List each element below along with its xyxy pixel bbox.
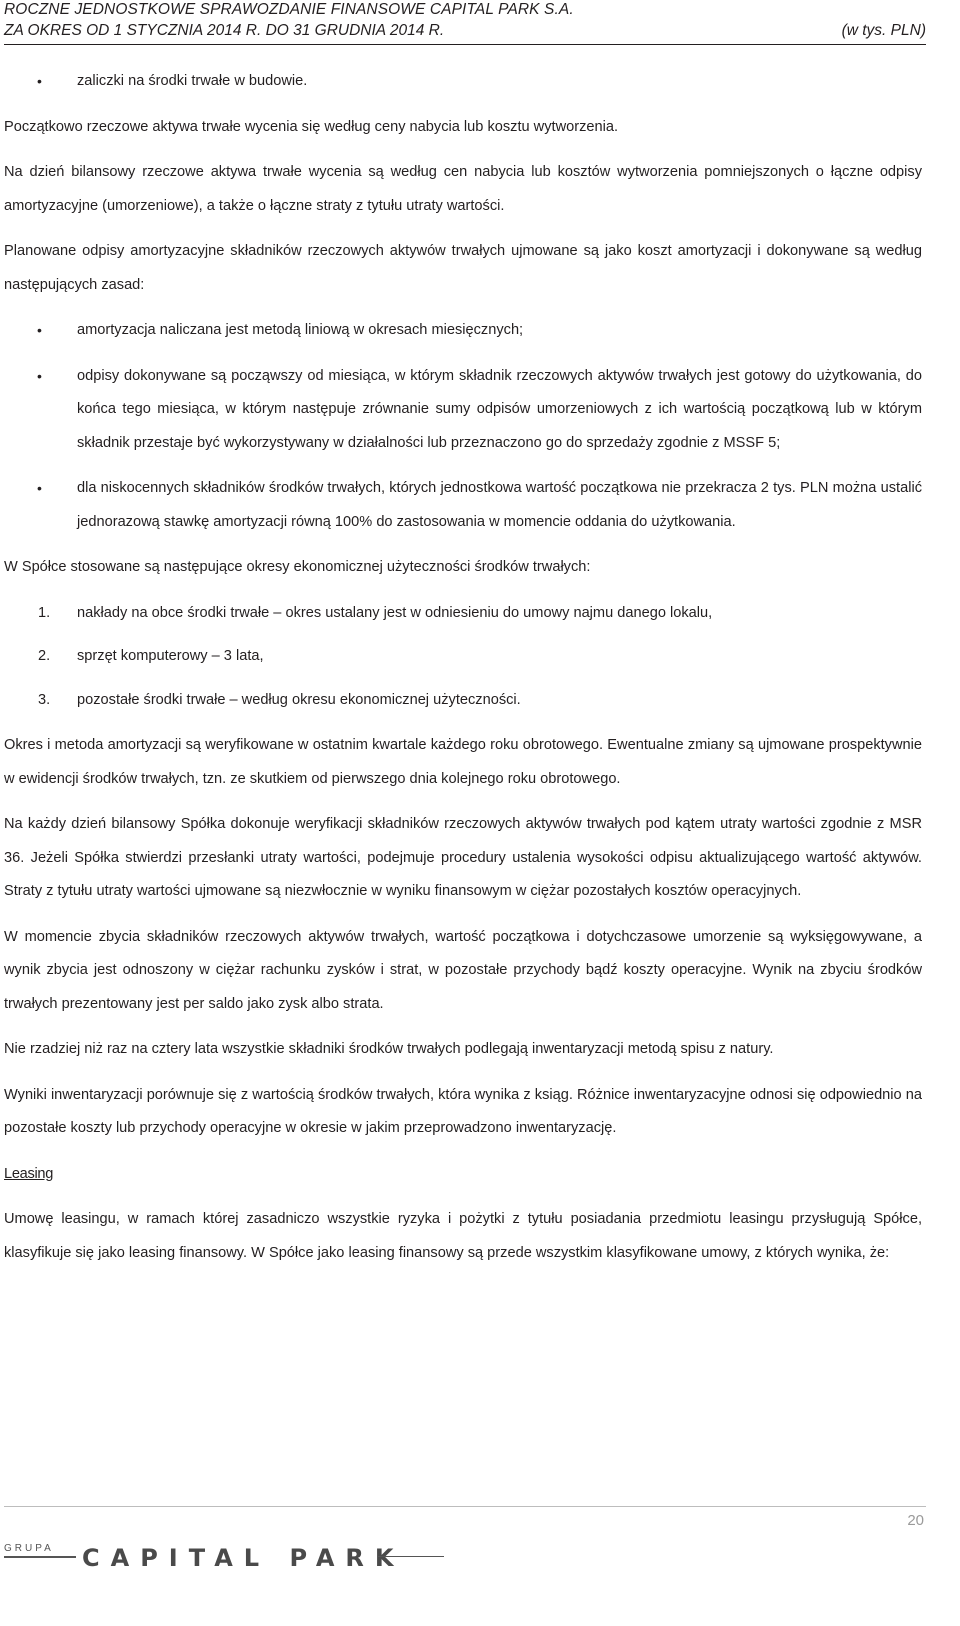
list-item: • zaliczki na środki trwałe w budowie. xyxy=(4,65,922,99)
list-item: 2. sprzęt komputerowy – 3 lata, xyxy=(38,648,264,664)
bullet-list-depreciation xyxy=(4,314,922,539)
paragraph: Wyniki inwentaryzacji porównuje się z wartością środków trwałych, która wynika z ksiąg. Różnice inwentaryzacyjne odnosi się odpowiednio na pozostałe koszty lub przychody operacyjne w okresie w jakim przeprowadzono inwentaryzację. xyxy=(4,1086,922,1136)
page-header xyxy=(4,0,926,45)
paragraph: W momencie zbycia składników rzeczowych aktywów trwałych, wartość początkowa i dotychczasowe umorzenie są wyksięgowywane, a wynik zbycia jest odnoszony w ciężar rachunku zysków i strat, w pozostałe przychody bądź koszty operacyjne. Wynik na zbyciu środków trwałych prezentowany jest per saldo jako zysk albo strata. xyxy=(4,928,922,1012)
paragraph: Na dzień bilansowy rzeczowe aktywa trwałe wycenia są według cen nabycia lub kosztów wytworzenia pomniejszonych o łączne odpisy amortyzacyjne (umorzeniowe), a także o łączne straty z tytułu utraty wartości. xyxy=(4,164,922,214)
bullet-icon: • xyxy=(37,73,42,89)
paragraph: Początkowo rzeczowe aktywa trwałe wycenia się według ceny nabycia lub kosztu wytworzenia. xyxy=(4,118,619,135)
paragraph: Nie rzadziej niż raz na cztery lata wszystkie składniki środków trwałych podlegają inwentaryzacji metodą spisu z natury. xyxy=(4,1041,774,1057)
paragraph: Na każdy dzień bilansowy Spółka dokonuje weryfikacji składników rzeczowych aktywów trwałych pod kątem utraty wartości zgodnie z MSR 36. Jeżeli Spółka stwierdzi przesłanki utraty wartości, podejmuje procedury ustalenia wysokości odpisu aktualizującego wartość aktywów. Straty z tytułu utraty wartości ujmowane są niezwłocznie w wyniku finansowym w ciężar pozostałych kosztów operacyjnych. xyxy=(4,816,922,899)
paragraph: W Spółce stosowane są następujące okresy ekonomicznej użyteczności środków trwałych: xyxy=(4,559,591,575)
report-period: ZA OKRES OD 1 STYCZNIA 2014 R. DO 31 GRUDNIA 2014 R. xyxy=(4,22,445,39)
paragraph: Planowane odpisy amortyzacyjne składników rzeczowych aktywów trwałych ujmowane są jako koszt amortyzacji i dokonywane są według następujących zasad: xyxy=(4,243,922,293)
logo-rule-right xyxy=(378,1556,444,1557)
list-item: • amortyzacja naliczana jest metodą liniową w okresach miesięcznych; xyxy=(4,314,922,348)
currency-unit: (w tys. PLN) xyxy=(841,22,926,39)
paragraph: Okres i metoda amortyzacji są weryfikowane w ostatnim kwartale każdego roku obrotowego. Ewentualne zmiany są ujmowane prospektywnie w ewidencji środków trwałych, tzn. ze skutkiem od pierwszego dnia kolejnego roku obrotowego. xyxy=(4,737,922,787)
bullet-icon: • xyxy=(37,367,42,384)
logo-brand-text: CAPITAL PARK xyxy=(82,1544,405,1572)
logo-rule-left xyxy=(4,1556,76,1558)
paragraph: Umowę leasingu, w ramach której zasadniczo wszystkie ryzyka i pożytki z tytułu posiadania przedmiotu leasingu przysługują Spółce, klasyfikuje się jako leasing finansowy. W Spółce jako leasing finansowy są przede wszystkim klasyfikowane umowy, z których wynika, że: xyxy=(4,1211,922,1261)
bullet-icon: • xyxy=(37,322,42,338)
section-heading-leasing: Leasing xyxy=(4,1165,54,1182)
bullet-list-top xyxy=(4,65,922,99)
bullet-icon: • xyxy=(37,480,42,496)
list-item: • dla niskocennych składników środków trwałych, których jednostkowa wartość początkowa nie przekracza 2 tys. PLN można ustalić jednorazową stawkę amortyzacji równą 100% do zastosowania w momencie oddania do użytkowania. xyxy=(4,472,922,539)
numbered-list xyxy=(4,597,922,718)
company-logo xyxy=(4,1542,444,1574)
page-number: 20 xyxy=(907,1512,924,1529)
list-item: 1. nakłady na obce środki trwałe – okres ustalany jest w odniesieniu do umowy najmu danego lokalu, xyxy=(38,604,713,621)
report-title: ROCZNE JEDNOSTKOWE SPRAWOZDANIE FINANSOWE CAPITAL PARK S.A. xyxy=(4,1,574,18)
list-item: • odpisy dokonywane są począwszy od miesiąca, w którym składnik rzeczowych aktywów trwałych jest gotowy do użytkowania, do końca tego miesiąca, w którym następuje zrównanie sumy odpisów umorzeniowych z ich wartością początkową lub w którym składnik przestaje być wykorzystywany w działalności lub przeznaczono go do sprzedaży zgodnie z MSSF 5; xyxy=(4,360,922,461)
logo-grupa-text: GRUPA xyxy=(4,1543,54,1554)
footer-divider xyxy=(4,1506,926,1507)
list-item: 3. pozostałe środki trwałe – według okresu ekonomicznej użyteczności. xyxy=(38,691,521,708)
document-body xyxy=(4,65,922,1282)
